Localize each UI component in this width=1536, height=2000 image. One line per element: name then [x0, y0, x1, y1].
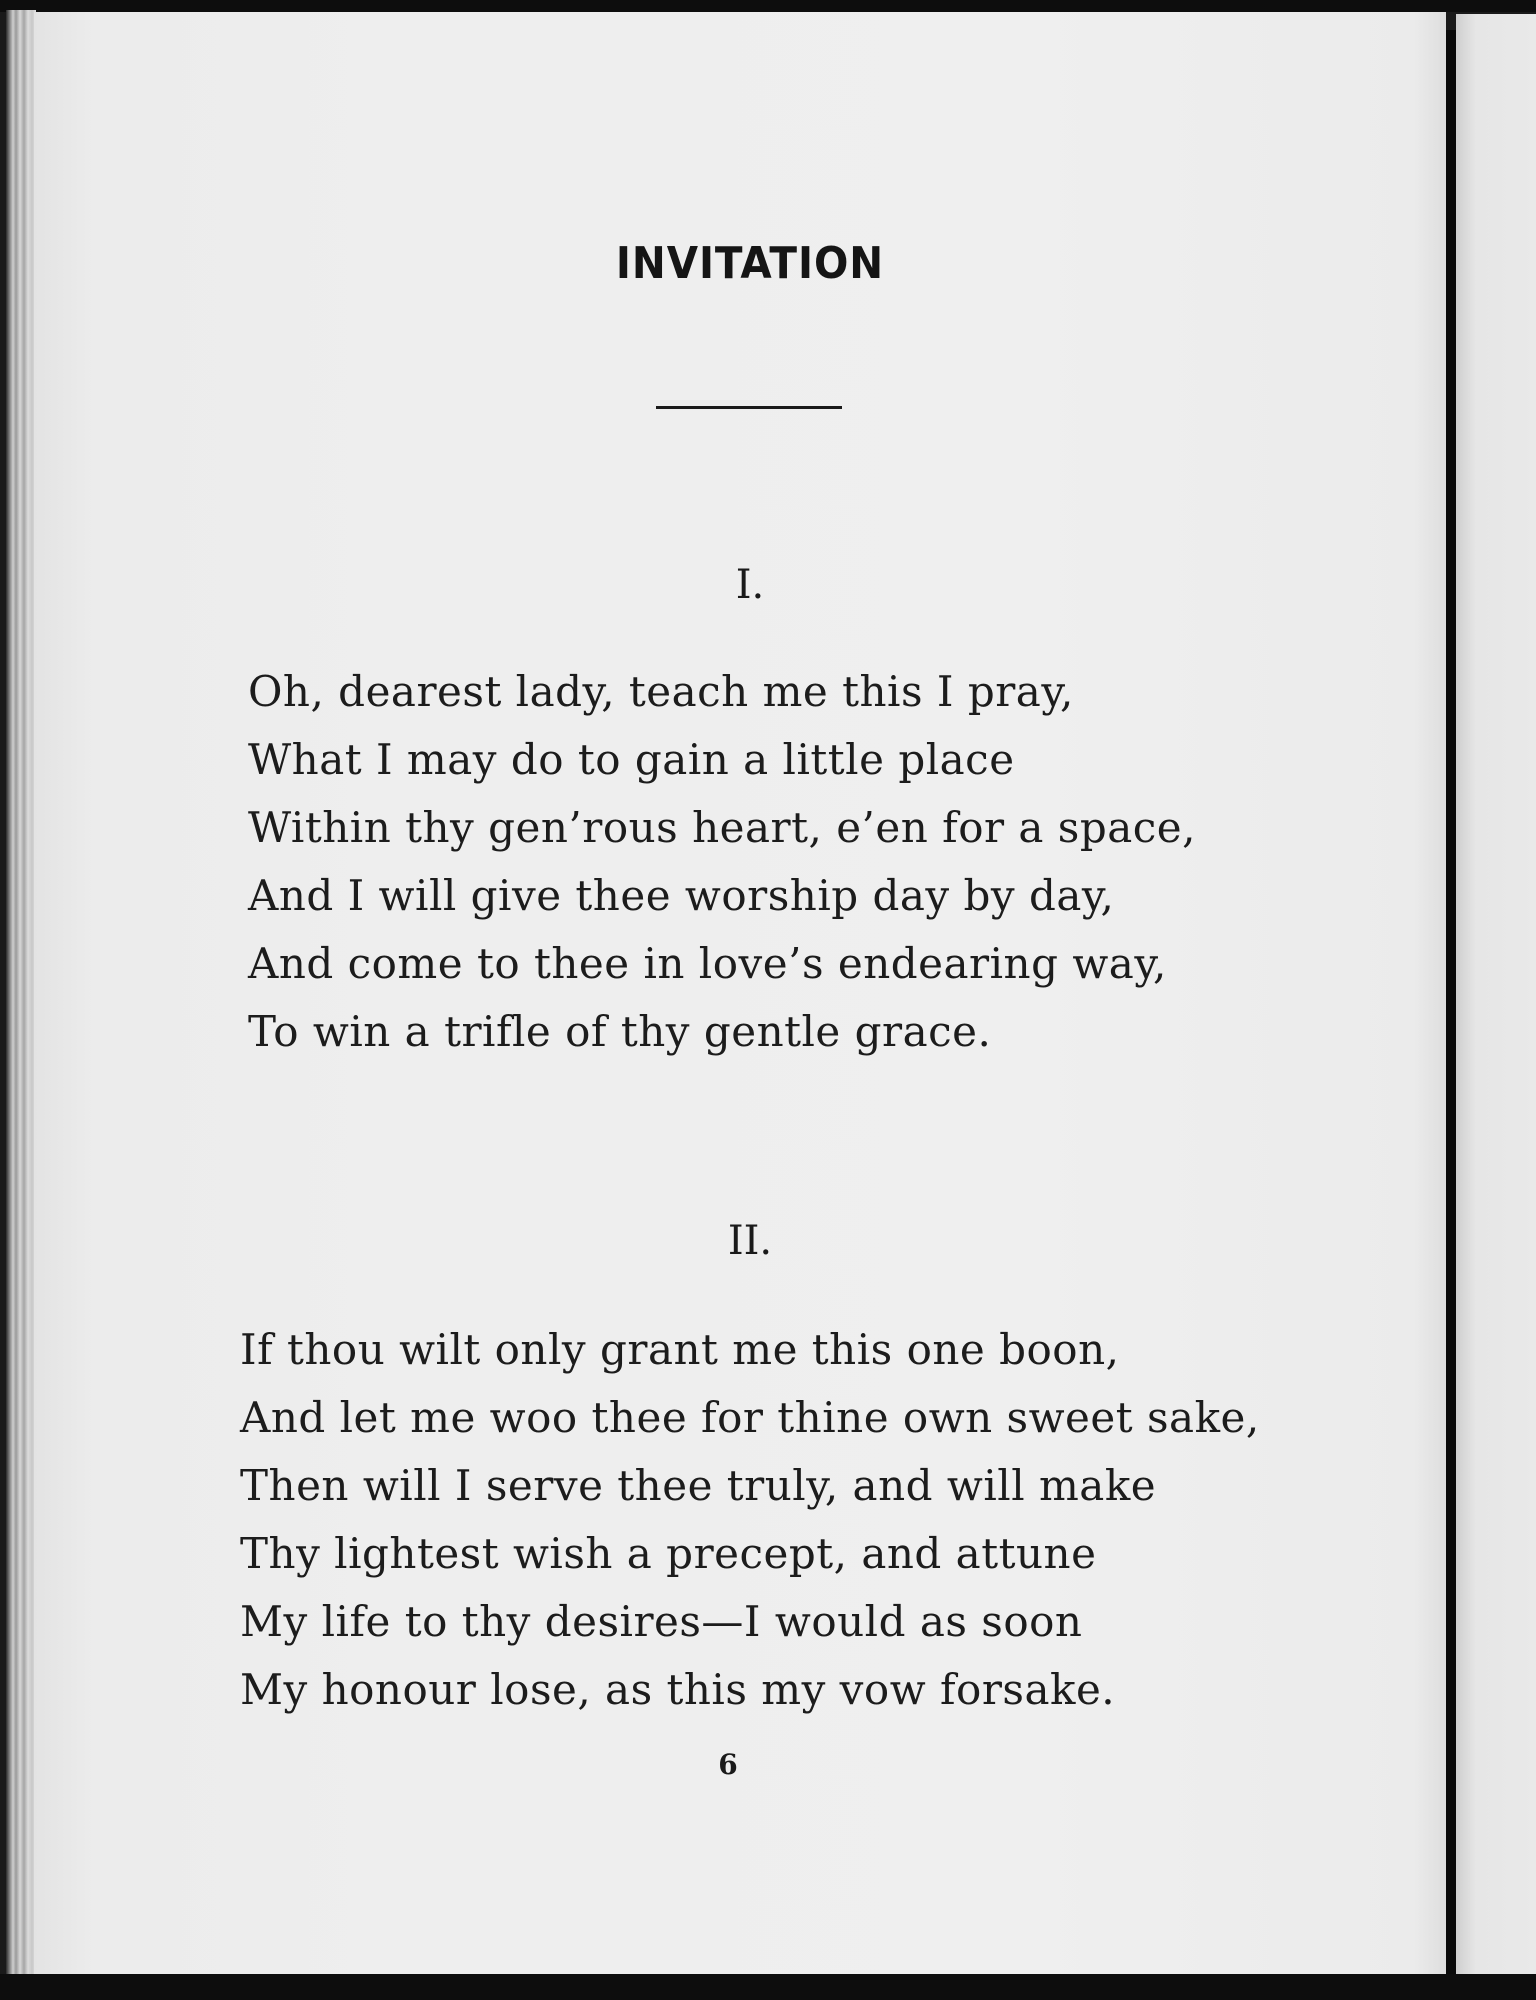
title-rule [656, 406, 842, 409]
stanza-line: If thou wilt only grant me this one boon, [240, 1325, 1120, 1374]
stanza-1 [248, 658, 1196, 1066]
page-edges [6, 10, 36, 1974]
stanza-line: Within thy gen’rous heart, e’en for a space, [248, 803, 1197, 852]
stanza-numeral-2: II. [727, 1218, 773, 1264]
stanza-line: To win a trifle of thy gentle grace. [248, 1007, 992, 1056]
page-number: 6 [718, 1748, 738, 1781]
stanza-line: And come to thee in love’s endearing way, [248, 939, 1167, 988]
stanza-line: Then will I serve thee truly, and will make [240, 1461, 1157, 1510]
stanza-line: Oh, dearest lady, teach me this I pray, [248, 667, 1074, 716]
stanza-line: My life to thy desires—I would as soon [240, 1597, 1083, 1646]
scan-border-bottom [0, 1974, 1536, 2000]
stanza-2 [240, 1316, 1260, 1724]
stanza-line: What I may do to gain a little place [248, 735, 1015, 784]
stanza-line: Thy lightest wish a precept, and attune [240, 1529, 1097, 1578]
scan-border-top [0, 0, 1536, 12]
facing-page-edge [1456, 14, 1536, 1974]
stanza-line: My honour lose, as this my vow forsake. [240, 1665, 1116, 1714]
book-gutter [1446, 30, 1456, 1980]
stanza-numeral-1: I. [735, 562, 765, 608]
poem-title: INVITATION [615, 238, 885, 289]
stanza-line: And I will give thee worship day by day, [248, 871, 1115, 920]
stanza-line: And let me woo thee for thine own sweet sake, [240, 1393, 1260, 1442]
